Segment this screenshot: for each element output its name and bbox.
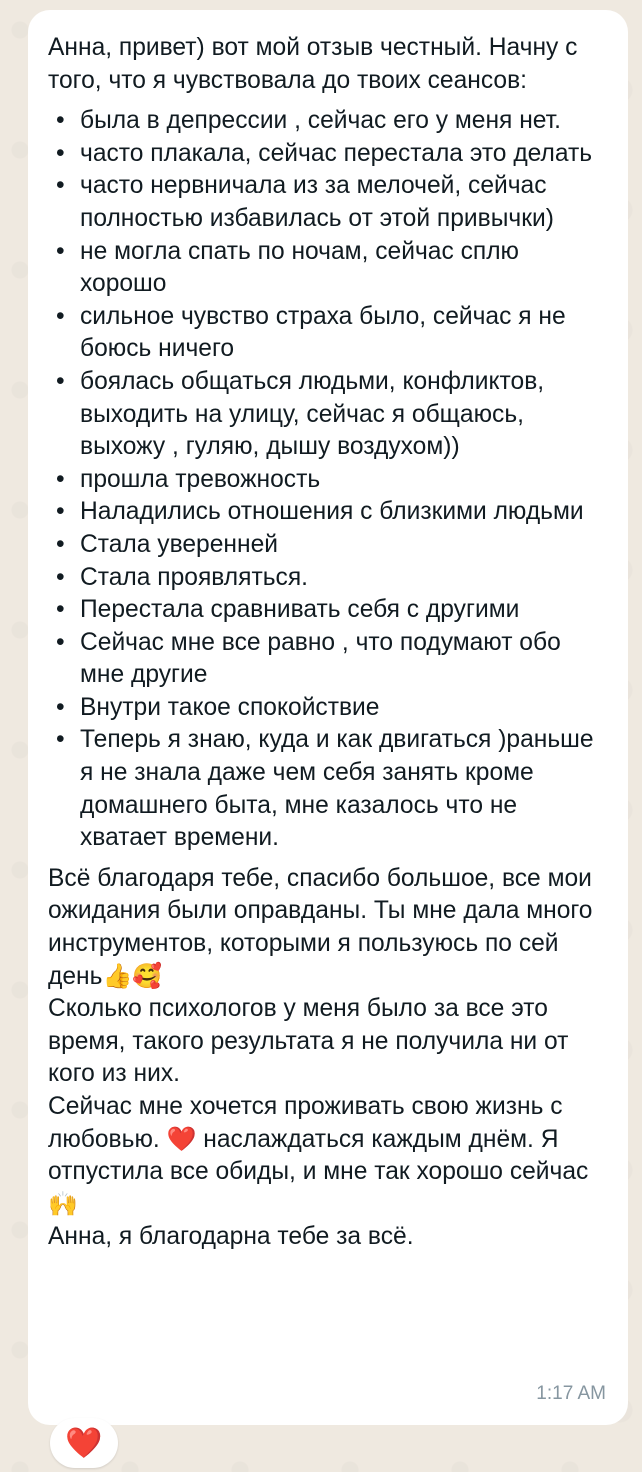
raising-hands-emoji-icon: 🙌 — [48, 1190, 78, 1218]
list-item: • Внутри такое спокойствие — [48, 692, 608, 725]
red-heart-reaction-icon: ❤️ — [65, 1426, 103, 1460]
outro-text-2: Сколько психологов у меня было за все это время, такого результата я не получила ни от кого из них. — [48, 995, 569, 1088]
thumbs-up-smiling-hearts-emoji-icon: 👍🥰 — [102, 962, 163, 990]
list-item: • прошла тревожность — [48, 464, 608, 497]
message-bubble[interactable] — [28, 10, 628, 1425]
message-timestamp: 1:17 AM — [536, 1383, 606, 1405]
message-list — [48, 105, 608, 855]
outro-text-4: Анна, я благодарна тебе за всё. — [48, 1223, 414, 1251]
list-item: • Наладились отношения с близкими людьми — [48, 496, 608, 529]
list-item: • Теперь я знаю, куда и как двигаться )раньше я не знала даже чем себя занять кроме домашнего быта, мне казалось что не хватает времени. — [48, 724, 608, 854]
message-intro: Анна, привет) вот мой отзыв честный. Начну с того, что я чувствовала до твоих сеансов: — [48, 34, 578, 94]
red-heart-emoji-icon: ❤️ — [166, 1125, 197, 1153]
outro-text-3a: Сейчас мне хочется проживать свою жизнь с любовью. — [48, 1093, 563, 1153]
list-item: • сильное чувство страха было, сейчас я не боюсь ничего — [48, 301, 608, 366]
list-item: • Перестала сравнивать себя с другими — [48, 594, 608, 627]
reaction-badge[interactable] — [50, 1418, 118, 1468]
list-item: • Сейчас мне все равно , что подумают обо мне другие — [48, 627, 608, 692]
outro-text-1: Всё благодаря тебе, спасибо большое, все мои ожидания были оправданы. Ты мне дала много инструментов, которыми я пользуюсь по сей день — [48, 864, 593, 990]
list-item: • боялась общаться людьми, конфликтов, выходить на улицу, сейчас я общаюсь, выхожу , гуляю, дышу воздухом)) — [48, 366, 608, 464]
list-item: • часто нервничала из за мелочей, сейчас полностью избавилась от этой привычки) — [48, 170, 608, 235]
list-item: • Стала проявляться. — [48, 562, 608, 595]
outro-text-3b: наслаждаться каждым днём. Я отпустила все обиды, и мне так хорошо сейчас — [48, 1125, 589, 1186]
list-item: • не могла спать по ночам, сейчас сплю хорошо — [48, 236, 608, 301]
list-item: • Стала уверенней — [48, 529, 608, 562]
list-item: • часто плакала, сейчас перестала это делать — [48, 138, 608, 171]
message-outro — [48, 863, 608, 1254]
list-item: • была в депрессии , сейчас его у меня нет. — [48, 105, 608, 138]
